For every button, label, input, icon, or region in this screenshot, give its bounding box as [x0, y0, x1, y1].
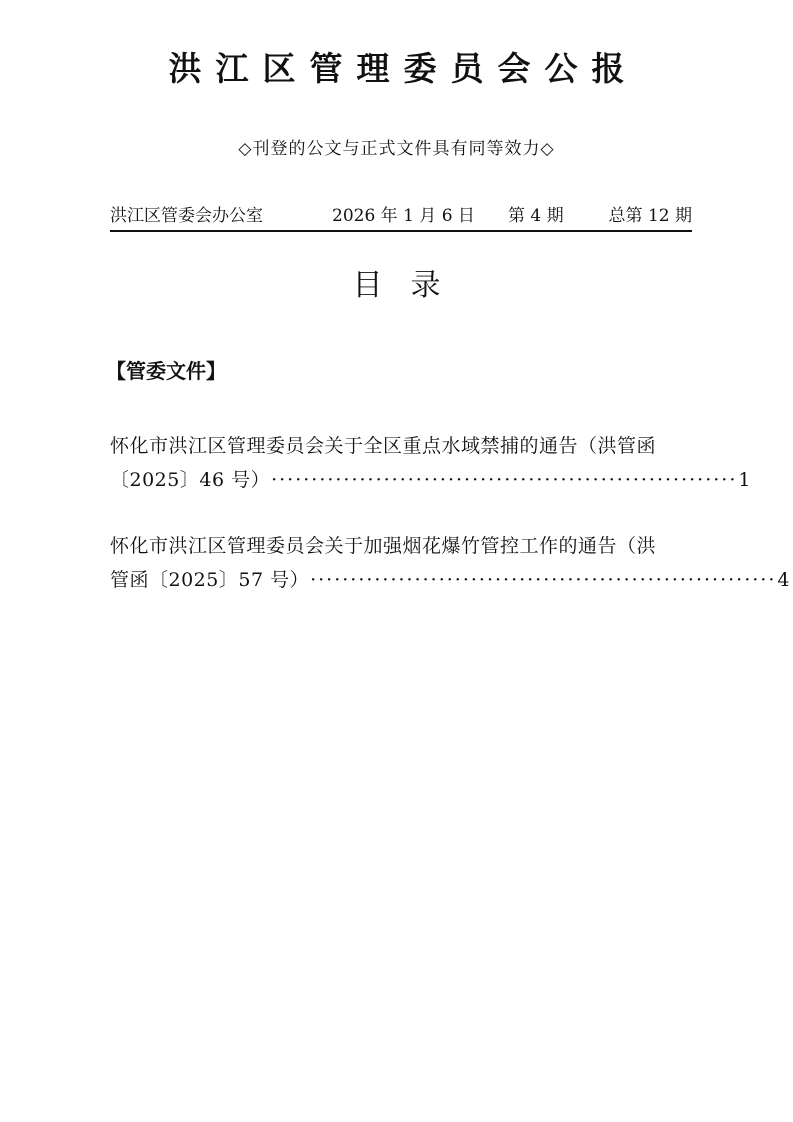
- issue-number: 第 4 期: [508, 206, 564, 226]
- issue-total-number: 总第 12 期: [608, 206, 692, 226]
- gazette-masthead: 洪江区管理委员会公报: [168, 49, 639, 88]
- toc-entry-page-number: 1: [738, 469, 751, 491]
- dot-leader: ··························································: [310, 569, 777, 591]
- dot-leader: ··························································: [271, 469, 738, 491]
- toc-entry-doc-number: 管函〔2025〕57 号）: [110, 569, 310, 591]
- issue-date: 2026 年 1 月 6 日: [332, 206, 475, 226]
- toc-entry-page-number: 4: [777, 569, 790, 591]
- toc-entry[interactable]: [110, 529, 790, 597]
- toc-title: 目录: [352, 268, 469, 303]
- toc-entry-doc-number: 〔2025〕46 号）: [110, 469, 271, 491]
- toc-entry-reference-line: [110, 563, 790, 597]
- toc-entry-title-line: 怀化市洪江区管理委员会关于加强烟花爆竹管控工作的通告（洪: [110, 535, 657, 557]
- issuing-office: 洪江区管委会办公室: [110, 206, 263, 226]
- toc-entry[interactable]: [110, 429, 751, 497]
- toc-entry-reference-line: [110, 463, 751, 497]
- issue-info-row: [110, 202, 692, 232]
- validity-notice: ◇刊登的公文与正式文件具有同等效力◇: [238, 139, 555, 159]
- toc-section-heading: 【管委文件】: [106, 359, 226, 383]
- toc-entry-title-line: 怀化市洪江区管理委员会关于全区重点水域禁捕的通告（洪管函: [110, 435, 657, 457]
